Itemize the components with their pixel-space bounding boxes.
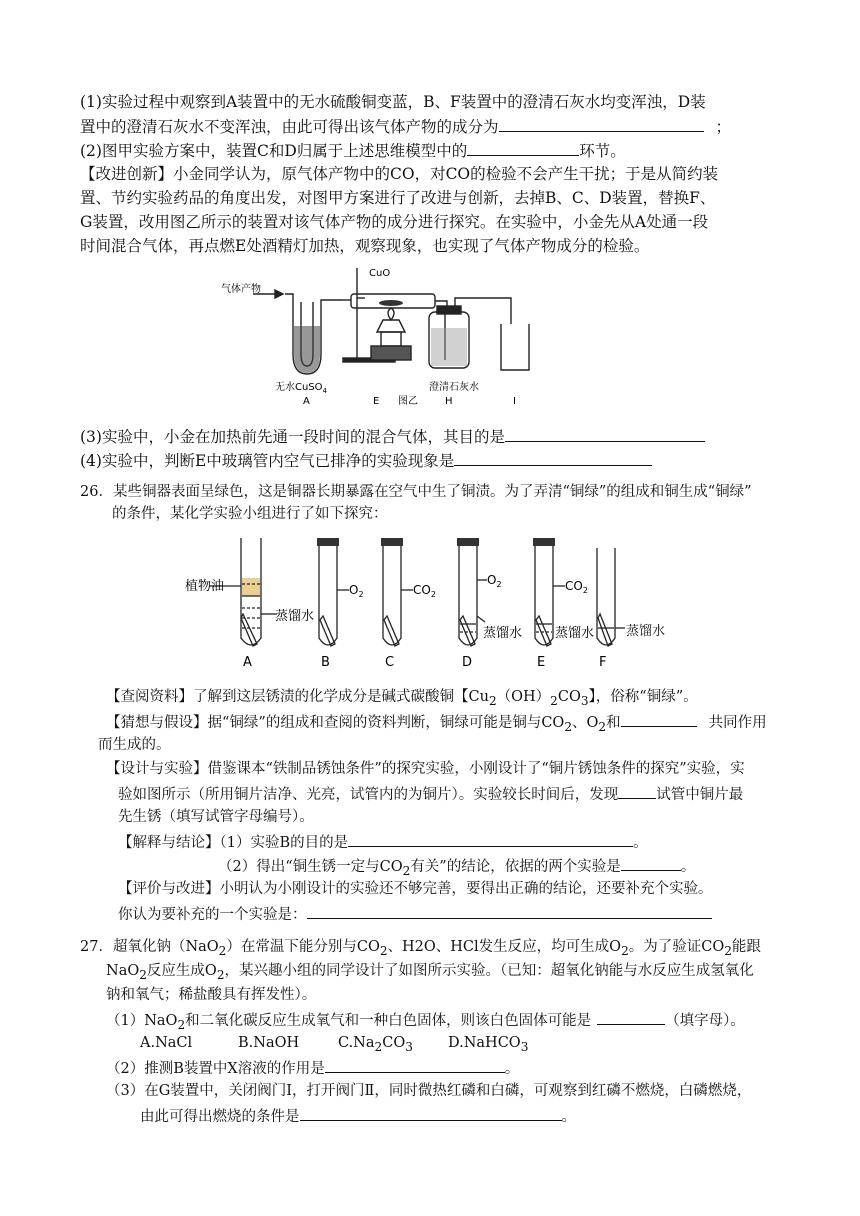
subscript: 2	[621, 943, 629, 958]
tube-label-c: C	[385, 655, 395, 670]
q27-line-2	[106, 960, 754, 986]
q25-line-3-text: (2)图甲实验方案中，装置C和D归属于上述思维模型中的	[80, 142, 468, 160]
q26-line-8: 先生锈（填写试管字母编号）。	[118, 809, 314, 825]
label-I: I	[513, 396, 516, 407]
figure-yi-apparatus	[215, 262, 555, 410]
q25-line-4: 【改进创新】小金同学认为，原气体产物中的CO，对CO的检验不会产生干扰；于是从简约装	[80, 165, 719, 183]
q27-line-6	[106, 1056, 519, 1080]
q27-line-2-text-c: ，某兴趣小组的同学设计了如图所示实验。（已知：超氧化钠能与水反应生成氢氧化	[224, 963, 754, 979]
subscript: 3	[520, 1039, 529, 1054]
q27-line-7: （3）在G装置中，关闭阀门Ⅰ，打开阀门Ⅱ，同时微热红磷和白磷，可观察到红磷不燃烧，白磷燃烧，	[106, 1083, 752, 1099]
answer-blank[interactable]	[621, 710, 697, 727]
o2-label-b: $O_2$	[349, 583, 364, 599]
q26-line-3-text-b: （OH）	[496, 689, 551, 705]
label-E: E	[373, 396, 380, 407]
q26-line-3-text-d: 】，俗称“铜绿”。	[588, 689, 698, 705]
q26-line-12-text: 你认为要补充的一个实验是：	[118, 907, 307, 923]
distilled-water-label-e: 蒸馏水	[555, 626, 595, 641]
option-d-text: D.NaHCO	[448, 1035, 521, 1051]
answer-blank[interactable]	[499, 115, 704, 132]
subscript: 3	[580, 693, 589, 708]
q25-line-9	[80, 449, 652, 472]
option-a: A.NaCl	[140, 1035, 193, 1051]
q27-line-2-text-a: NaO	[106, 963, 140, 979]
q27-line-3: 钠和氧气；稀盐酸具有挥发性）。	[106, 987, 317, 1003]
anhydrous-cuso4-label: 无水CuSO$_4$	[275, 382, 328, 395]
q27-line-1-text-b: ）在常温下能分别与CO	[226, 939, 380, 955]
q26-line-2: 的条件，某化学实验小组进行了如下探究：	[112, 506, 388, 522]
q25-line-3	[80, 139, 626, 162]
distilled-water-label-d: 蒸馏水	[483, 626, 523, 641]
answer-blank[interactable]	[325, 1056, 505, 1073]
q26-line-9-end: 。	[633, 835, 648, 851]
q27-line-1-text-e: 能跟	[731, 939, 761, 955]
q26-line-10-end: 。	[680, 859, 696, 875]
subscript: 2	[724, 943, 732, 958]
answer-blank[interactable]	[467, 139, 579, 156]
figure-test-tubes	[185, 532, 625, 672]
answer-blank[interactable]	[348, 830, 633, 847]
q26-line-10-text-b: 有关”的结论，依据的两个实验是	[410, 859, 621, 875]
q25-line-8-text: (3)实验中，小金在加热前先通一段时间的混合气体，其目的是	[80, 428, 505, 446]
q27-line-1-text-d: 。为了验证CO	[628, 939, 725, 955]
subscript: 2	[374, 1039, 383, 1054]
q25-line-3-end: 环节。	[579, 142, 626, 160]
q25-line-6: G装置，改用图乙所示的装置对该气体产物的成分进行探究。在实验中，小金先从A处通一段	[80, 213, 709, 231]
q26-line-4-text-a: 【猜想与假设】据“铜绿”的组成和查阅的资料判断，铜绿可能是铜与CO	[106, 715, 565, 731]
q27-line-4-text-b: 和二氧化碳反应生成氧气和一种白色固体，则该白色固体可能是	[185, 1013, 592, 1029]
q27-line-1-text-a: 27．超氧化钠（NaO	[80, 939, 219, 955]
q25-line-7: 时间混合气体，再点燃E处酒精灯加热，观察现象，也实现了气体产物成分的检验。	[80, 237, 650, 255]
answer-blank[interactable]	[597, 1008, 665, 1025]
q26-line-1: 26．某些铜器表面呈绿色，这是铜器长期暴露在空气中生了铜渍。为了弄清“铜绿”的组成和铜生成“铜绿”	[80, 484, 752, 500]
q27-line-8	[140, 1104, 576, 1128]
co2-label-c: $CO_2$	[413, 583, 436, 599]
q27-line-2-text-b: 反应生成O	[146, 963, 217, 979]
tube-label-d: D	[462, 655, 473, 670]
q27-line-1	[80, 936, 761, 962]
q27-line-8-text: 由此可得出燃烧的条件是	[140, 1109, 300, 1125]
label-H: H	[445, 396, 453, 407]
q26-line-4-text-c: 和	[606, 715, 621, 731]
q26-line-4-text-d: 共同作用	[708, 715, 767, 731]
answer-blank[interactable]	[505, 425, 705, 442]
q26-line-10-text-a: （2）得出“铜生锈一定与CO	[218, 859, 403, 875]
tube-label-a: A	[243, 655, 252, 670]
q26-line-5: 而生成的。	[98, 737, 171, 753]
q26-line-9	[118, 830, 648, 854]
subscript: 2	[216, 967, 225, 982]
label-A: A	[303, 396, 310, 407]
subscript: 3	[405, 1039, 413, 1054]
subscript: 2	[564, 719, 572, 734]
subscript: 2	[379, 943, 388, 958]
subscript: 2	[488, 693, 497, 708]
q26-line-4	[106, 710, 767, 738]
subscript: 2	[550, 693, 558, 708]
distilled-water-label-f-text: 蒸馏水	[626, 624, 666, 639]
q26-line-3-text-c: CO	[557, 689, 581, 705]
option-c-text-b: CO	[382, 1035, 406, 1051]
q26-line-3	[106, 686, 698, 712]
subscript: 2	[177, 1017, 186, 1032]
q25-line-1: (1)实验过程中观察到A装置中的无水硫酸铜变蓝，B、F装置中的澄清石灰水均变浑浊，D装	[80, 93, 706, 111]
distilled-water-label-a: 蒸馏水	[275, 609, 315, 624]
answer-blank[interactable]	[618, 782, 656, 799]
subscript: 2	[402, 863, 411, 878]
q25-line-8	[80, 425, 705, 448]
q26-line-4-text-b: 、O	[572, 715, 599, 731]
q27-line-8-end: 。	[561, 1109, 576, 1125]
figure-caption: 图乙	[398, 396, 418, 407]
q27-line-6-text: （2）推测B装置中X溶液的作用是	[106, 1061, 325, 1077]
co2-label-e: $CO_2$	[565, 579, 588, 595]
q26-line-3-text-a: 【查阅资料】了解到这层锈渍的化学成分是碱式碳酸铜【Cu	[106, 689, 489, 705]
gas-product-label: 气体产物	[221, 284, 261, 295]
vegetable-oil-label: 植物油	[185, 579, 225, 594]
q27-line-4-text-a: （1）NaO	[106, 1013, 178, 1029]
subscript: 2	[598, 719, 607, 734]
q26-line-11: 【评价与改进】小明认为小刚设计的实验还不够完善，要得出正确的结论，还要补充个实验。	[118, 881, 713, 897]
limewater-label: 澄清石灰水	[429, 382, 479, 393]
q26-line-7	[118, 782, 743, 806]
q25-line-2	[80, 115, 731, 138]
answer-blank[interactable]	[300, 1104, 562, 1121]
q25-line-5: 置、节约实验药品的角度出发，对图甲方案进行了改进与创新，去掉B、C、D装置，替换F、	[80, 189, 716, 207]
option-c	[338, 1032, 413, 1058]
q26-line-7-text-b: 试管中铜片最	[656, 787, 744, 803]
o2-label-d: $O_2$	[487, 573, 502, 589]
q25-line-2-end: ；	[715, 118, 732, 136]
subscript: 2	[139, 967, 147, 982]
q27-line-1-text-c: 、H2O、HCl发生反应，均可生成O	[387, 939, 622, 955]
q27-line-4-text-c: （填字母）。	[665, 1013, 745, 1029]
answer-blank[interactable]	[454, 449, 652, 466]
q27-line-6-end: 。	[504, 1061, 520, 1077]
tube-label-e: E	[537, 655, 546, 670]
subscript: 2	[218, 943, 227, 958]
q26-line-9-text: 【解释与结论】（1）实验B的目的是	[118, 835, 349, 851]
tube-label-b: B	[321, 655, 330, 670]
option-c-text-a: C.Na	[338, 1035, 375, 1051]
cuo-label: CuO	[369, 268, 391, 279]
tube-label-f: F	[599, 655, 607, 670]
q26-line-7-text-a: 验如图所示（所用铜片洁净、光亮，试管内的为铜片）。实验较长时间后，发现	[118, 787, 619, 803]
q25-line-9-text: (4)实验中，判断E中玻璃管内空气已排净的实验现象是	[80, 452, 455, 470]
answer-blank[interactable]	[307, 902, 712, 919]
q25-line-2-text: 置中的澄清石灰水不变浑浊，由此可得出该气体产物的成分为	[80, 118, 499, 136]
answer-blank[interactable]	[621, 854, 681, 871]
option-b: B.NaOH	[238, 1035, 300, 1051]
option-d	[448, 1032, 528, 1058]
q26-line-12	[118, 902, 712, 926]
q27-line-4	[106, 1008, 745, 1036]
q26-line-6: 【设计与实验】借鉴课本“铁制品锈蚀条件”的探究实验，小刚设计了“铜片锈蚀条件的探究”实验，实	[106, 761, 745, 777]
